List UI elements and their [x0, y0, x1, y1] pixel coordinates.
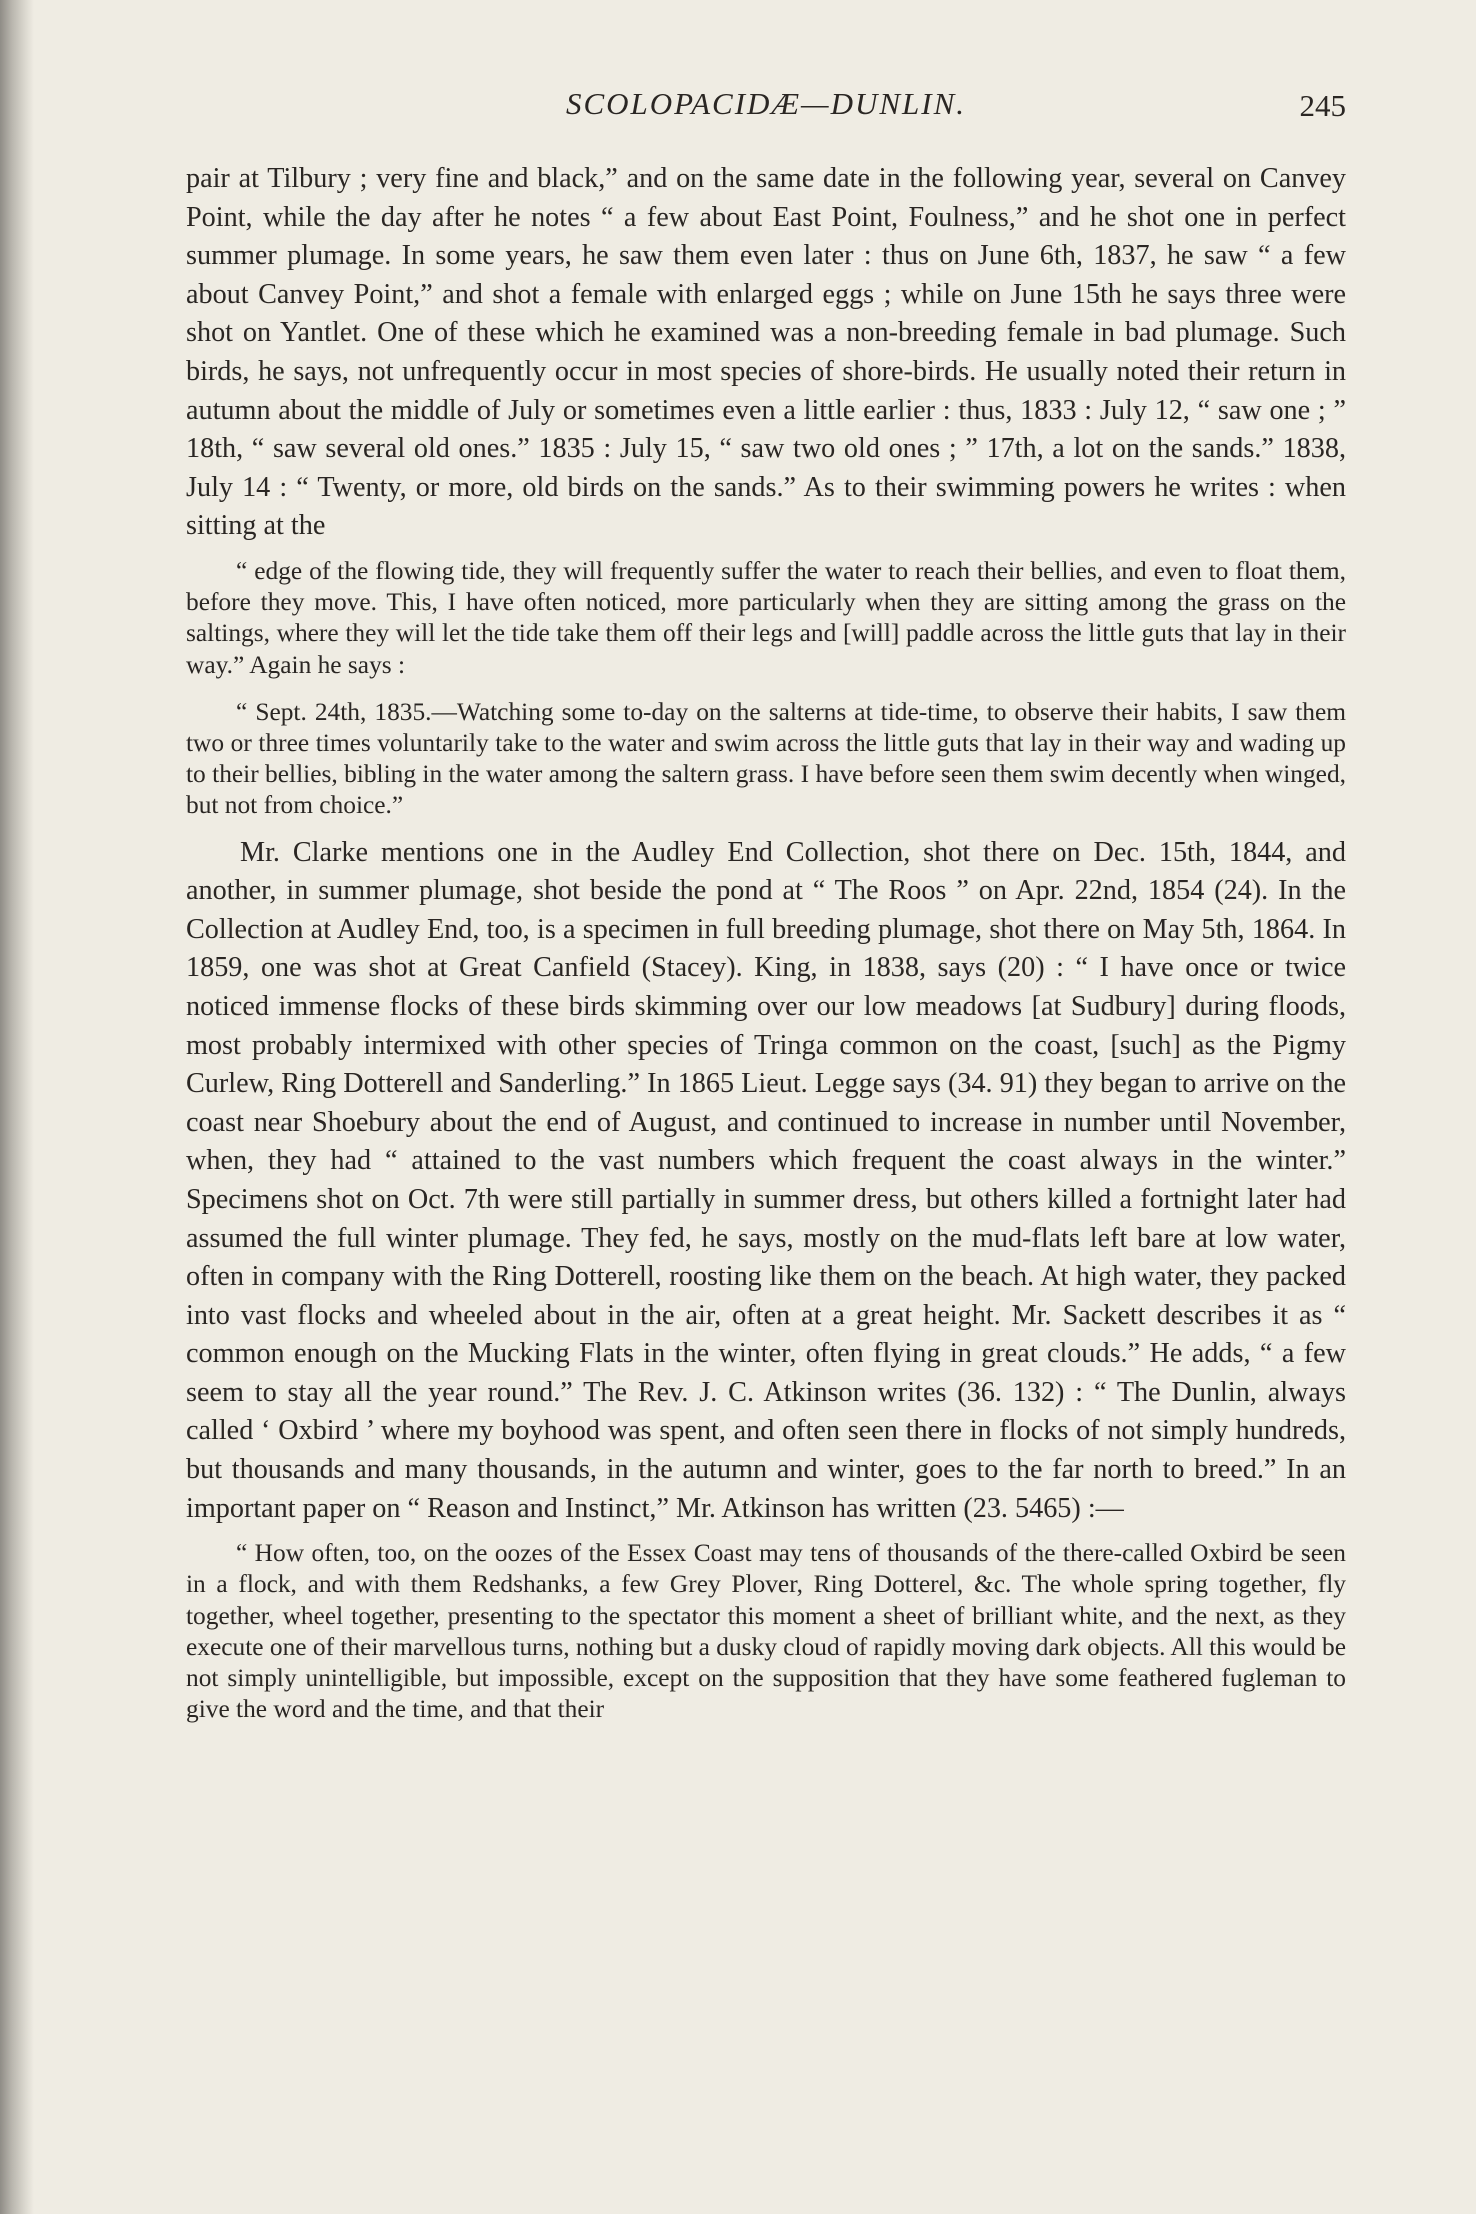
page-header [186, 78, 1346, 138]
book-page [186, 78, 1346, 1725]
body-paragraph-2: Mr. Clarke mentions one in the Audley End Collection, shot there on Dec. 15th, 1844, and another, in summer plumage, shot beside the pond at “ The Roos ” on Apr. 22nd, 1854 (24). In the Collection at Audley End, too, is a specimen in full breeding plumage, shot there on May 5th, 1864. In 1859, one was shot at Great Canfield (Stacey). King, in 1838, says (20) : “ I have once or twice noticed immense flocks of these birds skimming over our low meadows [at Sudbury] during floods, most probably intermixed with other species of Tringa common on the coast, [such] as the Pigmy Curlew, Ring Dotterell and Sanderling.” In 1865 Lieut. Legge says (34. 91) they began to arrive on the coast near Shoebury about the end of August, and continued to increase in number until November, when, they had “ attained to the vast numbers which frequent the coast always in the winter.” Specimens shot on Oct. 7th were still partially in summer dress, but others killed a fortnight later had assumed the full winter plumage. They fed, he says, mostly on the mud-flats left bare at low water, often in company with the Ring Dotterell, roosting like them on the beach. At high water, they packed into vast flocks and wheeled about in the air, often at a great height. Mr. Sackett describes it as “ common enough on the Mucking Flats in the winter, often flying in great clouds.” He adds, “ a few seem to stay all the year round.” The Rev. J. C. Atkinson writes (36. 132) : “ The Dunlin, always called ‘ Oxbird ’ where my boyhood was spent, and often seen there in flocks of not simply hundreds, but thousands and many thousands, in the autumn and winter, goes to the far north to breed.” In an important paper on “ Reason and Instinct,” Mr. Atkinson has written (23. 5465) :— [186, 836, 1346, 1524]
running-head: SCOLOPACIDÆ—DUNLIN. [565, 86, 967, 121]
book-spine-shadow [0, 0, 34, 2214]
block-quote-1: “ edge of the flowing tide, they will frequently suffer the water to reach their bellies, and even to float them, before they move. This, I have often noticed, more particularly when they are sitting among the grass on the saltings, where they will let the tide take them off their legs and [will] paddle across the little guts that lay in their way.” Again he says : [186, 556, 1346, 679]
block-quote-2: “ Sept. 24th, 1835.—Watching some to-day on the salterns at tide-time, to observe their habits, I saw them two or three times voluntarily take to the water and swim across the little guts that lay in their way and wading up to their bellies, bibling in the water among the saltern grass. I have before seen them swim decently when winged, but not from choice.” [186, 697, 1346, 820]
block-quote-3: “ How often, too, on the oozes of the Essex Coast may tens of thousands of the there-called Oxbird be seen in a flock, and with them Redshanks, a few Grey Plover, Ring Dotterel, &c. The whole spring together, fly together, wheel together, presenting to the spectator this moment a sheet of brilliant white, and the next, as they execute one of their marvellous turns, nothing but a dusky cloud of rapidly moving dark objects. All this would be not simply unintelligible, but impossible, except on the supposition that they have some feathered fugleman to give the word and the time, and that their [186, 1539, 1346, 1724]
page-number: 245 [1299, 88, 1346, 123]
body-paragraph-1: pair at Tilbury ; very fine and black,” and on the same date in the following year, several on Canvey Point, while the day after he notes “ a few about East Point, Foulness,” and he shot one in perfect summer plumage. In some years, he saw them even later : thus on June 6th, 1837, he saw “ a few about Canvey Point,” and shot a female with enlarged eggs ; while on June 15th he says three were shot on Yantlet. One of these which he examined was a non-breeding female in bad plumage. Such birds, he says, not unfrequently occur in most species of shore-birds. He usually noted their return in autumn about the middle of July or sometimes even a little earlier : thus, 1833 : July 12, “ saw one ; ” 18th, “ saw several old ones.” 1835 : July 15, “ saw two old ones ; ” 17th, a lot on the sands.” 1838, July 14 : “ Twenty, or more, old birds on the sands.” As to their swimming powers he writes : when sitting at the [186, 163, 1346, 542]
